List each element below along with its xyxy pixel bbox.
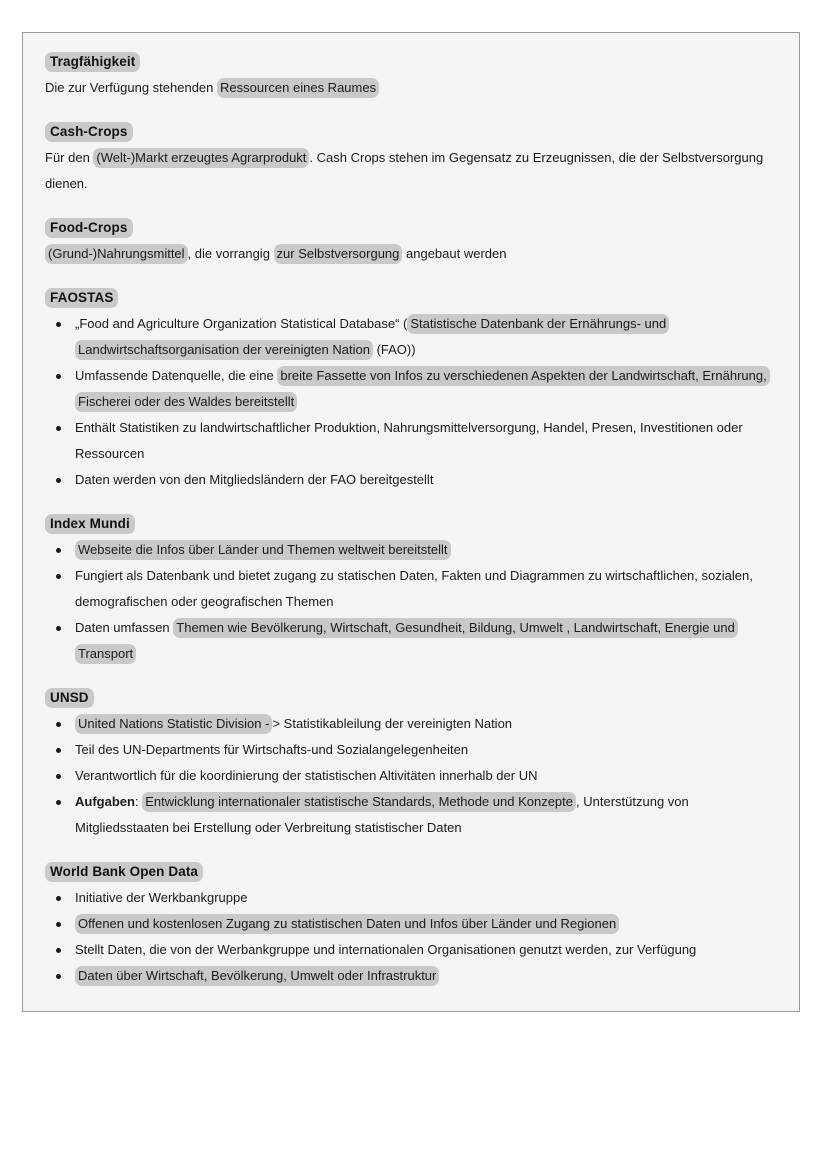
section-heading-food-crops [45,217,777,239]
text-highlight: Offenen und kostenlosen Zugang zu statistischen Daten und Infos über Länder und Regionen [75,914,619,934]
spacer [45,493,777,513]
text-plain: , die vorrangig [187,246,274,261]
note-card [22,32,800,1012]
text-highlight: United Nations Statistic Division - [75,714,272,734]
list-item [45,467,777,493]
text-highlight: Webseite die Infos über Länder und Themen weltweit bereitstellt [75,540,451,560]
text-plain: Initiative der Werkbankgruppe [75,890,248,905]
text-plain: Daten werden von den Mitgliedsländern der FAO bereitgestellt [75,472,434,487]
list-item [45,789,777,841]
text-plain: Verantwortlich für die koordinierung der statistischen Altivitäten innerhalb der UN [75,768,538,783]
section-heading-tragfaehigkeit [45,51,777,73]
list-item [45,537,777,563]
text-highlight: breite Fassette von Infos zu verschiedenen Aspekten der Landwirtschaft, Ernährung, Fischerei oder des Waldes bereitstellt [75,366,770,412]
text-highlight: zur Selbstversorgung [274,244,403,264]
bullet-list-index-mundi [45,537,777,667]
text-highlight: Themen wie Bevölkerung, Wirtschaft, Gesundheit, Bildung, Umwelt , Landwirtschaft, Energie und Transport [75,618,738,664]
text-highlight: Ressourcen eines Raumes [217,78,379,98]
text-highlight: Entwicklung internationaler statistische Standards, Methode und Konzepte [142,792,576,812]
section-unsd [45,687,777,841]
text-plain: „Food and Agriculture Organization Statistical Database“ ( [75,316,408,331]
heading-highlight: UNSD [45,688,94,708]
section-heading-world-bank-open-data [45,861,777,883]
spacer [45,841,777,861]
section-paragraph-food-crops [45,241,777,267]
spacer [45,101,777,121]
section-faostas [45,287,777,493]
spacer [45,267,777,287]
list-item [45,911,777,937]
text-plain: Die zur Verfügung stehenden [45,80,218,95]
text-plain: > Statistikableilung der vereinigten Nation [272,716,513,731]
text-plain: Teil des UN-Departments für Wirtschafts-und Sozialangelegenheiten [75,742,469,757]
list-item [45,963,777,989]
text-bold: Aufgaben [75,794,135,809]
section-tragfaehigkeit [45,51,777,101]
spacer [45,667,777,687]
text-plain: : [134,794,143,809]
text-plain: Fungiert als Datenbank und bietet zugang zu statischen Daten, Fakten und Diagrammen zu wirtschaftlichen, sozialen, demografischen oder geografischen Themen [75,568,753,609]
section-world-bank-open-data [45,861,777,989]
text-plain: . Cash Crops stehen im Gegensatz zu Erzeugnissen, die der Selbstversorgung dienen. [45,150,764,191]
list-item [45,885,777,911]
list-item [45,311,777,363]
text-plain: , Unterstützung von Mitgliedsstaaten bei Erstellung oder Verbreitung statistischer Daten [75,794,689,835]
list-item [45,563,777,615]
section-index-mundi [45,513,777,667]
section-heading-unsd [45,687,777,709]
bullet-list-faostas [45,311,777,493]
text-highlight: Daten über Wirtschaft, Bevölkerung, Umwelt oder Infrastruktur [75,966,439,986]
section-paragraph-tragfaehigkeit [45,75,777,101]
section-heading-faostas [45,287,777,309]
text-plain: (FAO)) [372,342,416,357]
section-paragraph-cash-crops [45,145,777,197]
list-item [45,937,777,963]
heading-highlight: Index Mundi [45,514,135,534]
text-highlight: (Grund-)Nahrungsmittel [45,244,188,264]
list-item [45,415,777,467]
list-item [45,711,777,737]
list-item [45,763,777,789]
heading-highlight: Food-Crops [45,218,133,238]
section-heading-index-mundi [45,513,777,535]
list-item [45,737,777,763]
heading-highlight: Cash-Crops [45,122,133,142]
bullet-list-world-bank-open-data [45,885,777,989]
text-highlight: (Welt-)Markt erzeugtes Agrarprodukt [93,148,309,168]
text-plain: Umfassende Datenquelle, die eine [75,368,278,383]
list-item [45,363,777,415]
list-item [45,615,777,667]
spacer [45,197,777,217]
text-plain: Enthält Statistiken zu landwirtschaftlicher Produktion, Nahrungsmittelversorgung, Handel, Presen, Investitionen oder Ressourcen [75,420,743,461]
section-heading-cash-crops [45,121,777,143]
text-plain: angebaut werden [402,246,507,261]
heading-highlight: FAOSTAS [45,288,118,308]
text-plain: Daten umfassen [75,620,174,635]
section-food-crops [45,217,777,267]
text-highlight: Statistische Datenbank der Ernährungs- und Landwirtschaftsorganisation der vereinigten Nation [75,314,669,360]
heading-highlight: World Bank Open Data [45,862,203,882]
section-cash-crops [45,121,777,197]
bullet-list-unsd [45,711,777,841]
text-plain: Stellt Daten, die von der Werbankgruppe und internationalen Organisationen genutzt werden, zur Verfügung [75,942,697,957]
heading-highlight: Tragfähigkeit [45,52,140,72]
text-plain: Für den [45,150,94,165]
